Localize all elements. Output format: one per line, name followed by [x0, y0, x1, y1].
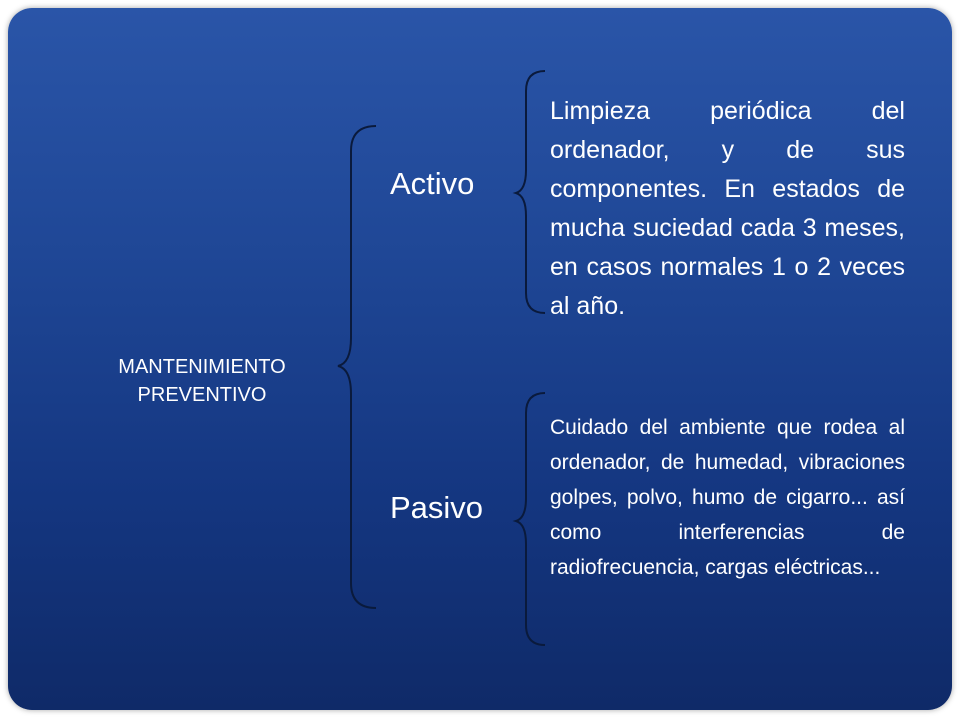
description-pasivo: Cuidado del ambiente que rodea al ordenador, de humedad, vibraciones golpes, polvo, humo de cigarro... así como interferencias de radiofrecuencia, cargas eléctricas...: [550, 416, 905, 579]
branch-label-activo: Activo: [390, 166, 475, 201]
description-activo: Limpieza periódica del ordenador, y de sus componentes. En estados de mucha suciedad cada 3 meses, en casos normales 1 o 2 veces al año.: [550, 97, 905, 320]
pasivo-bracket: [516, 393, 545, 645]
slide: [8, 8, 952, 710]
root-bracket: [338, 126, 376, 608]
activo-bracket: [516, 71, 545, 313]
root-label: MANTENIMIENTO PREVENTIVO: [118, 356, 286, 406]
branch-label-pasivo: Pasivo: [390, 490, 484, 525]
